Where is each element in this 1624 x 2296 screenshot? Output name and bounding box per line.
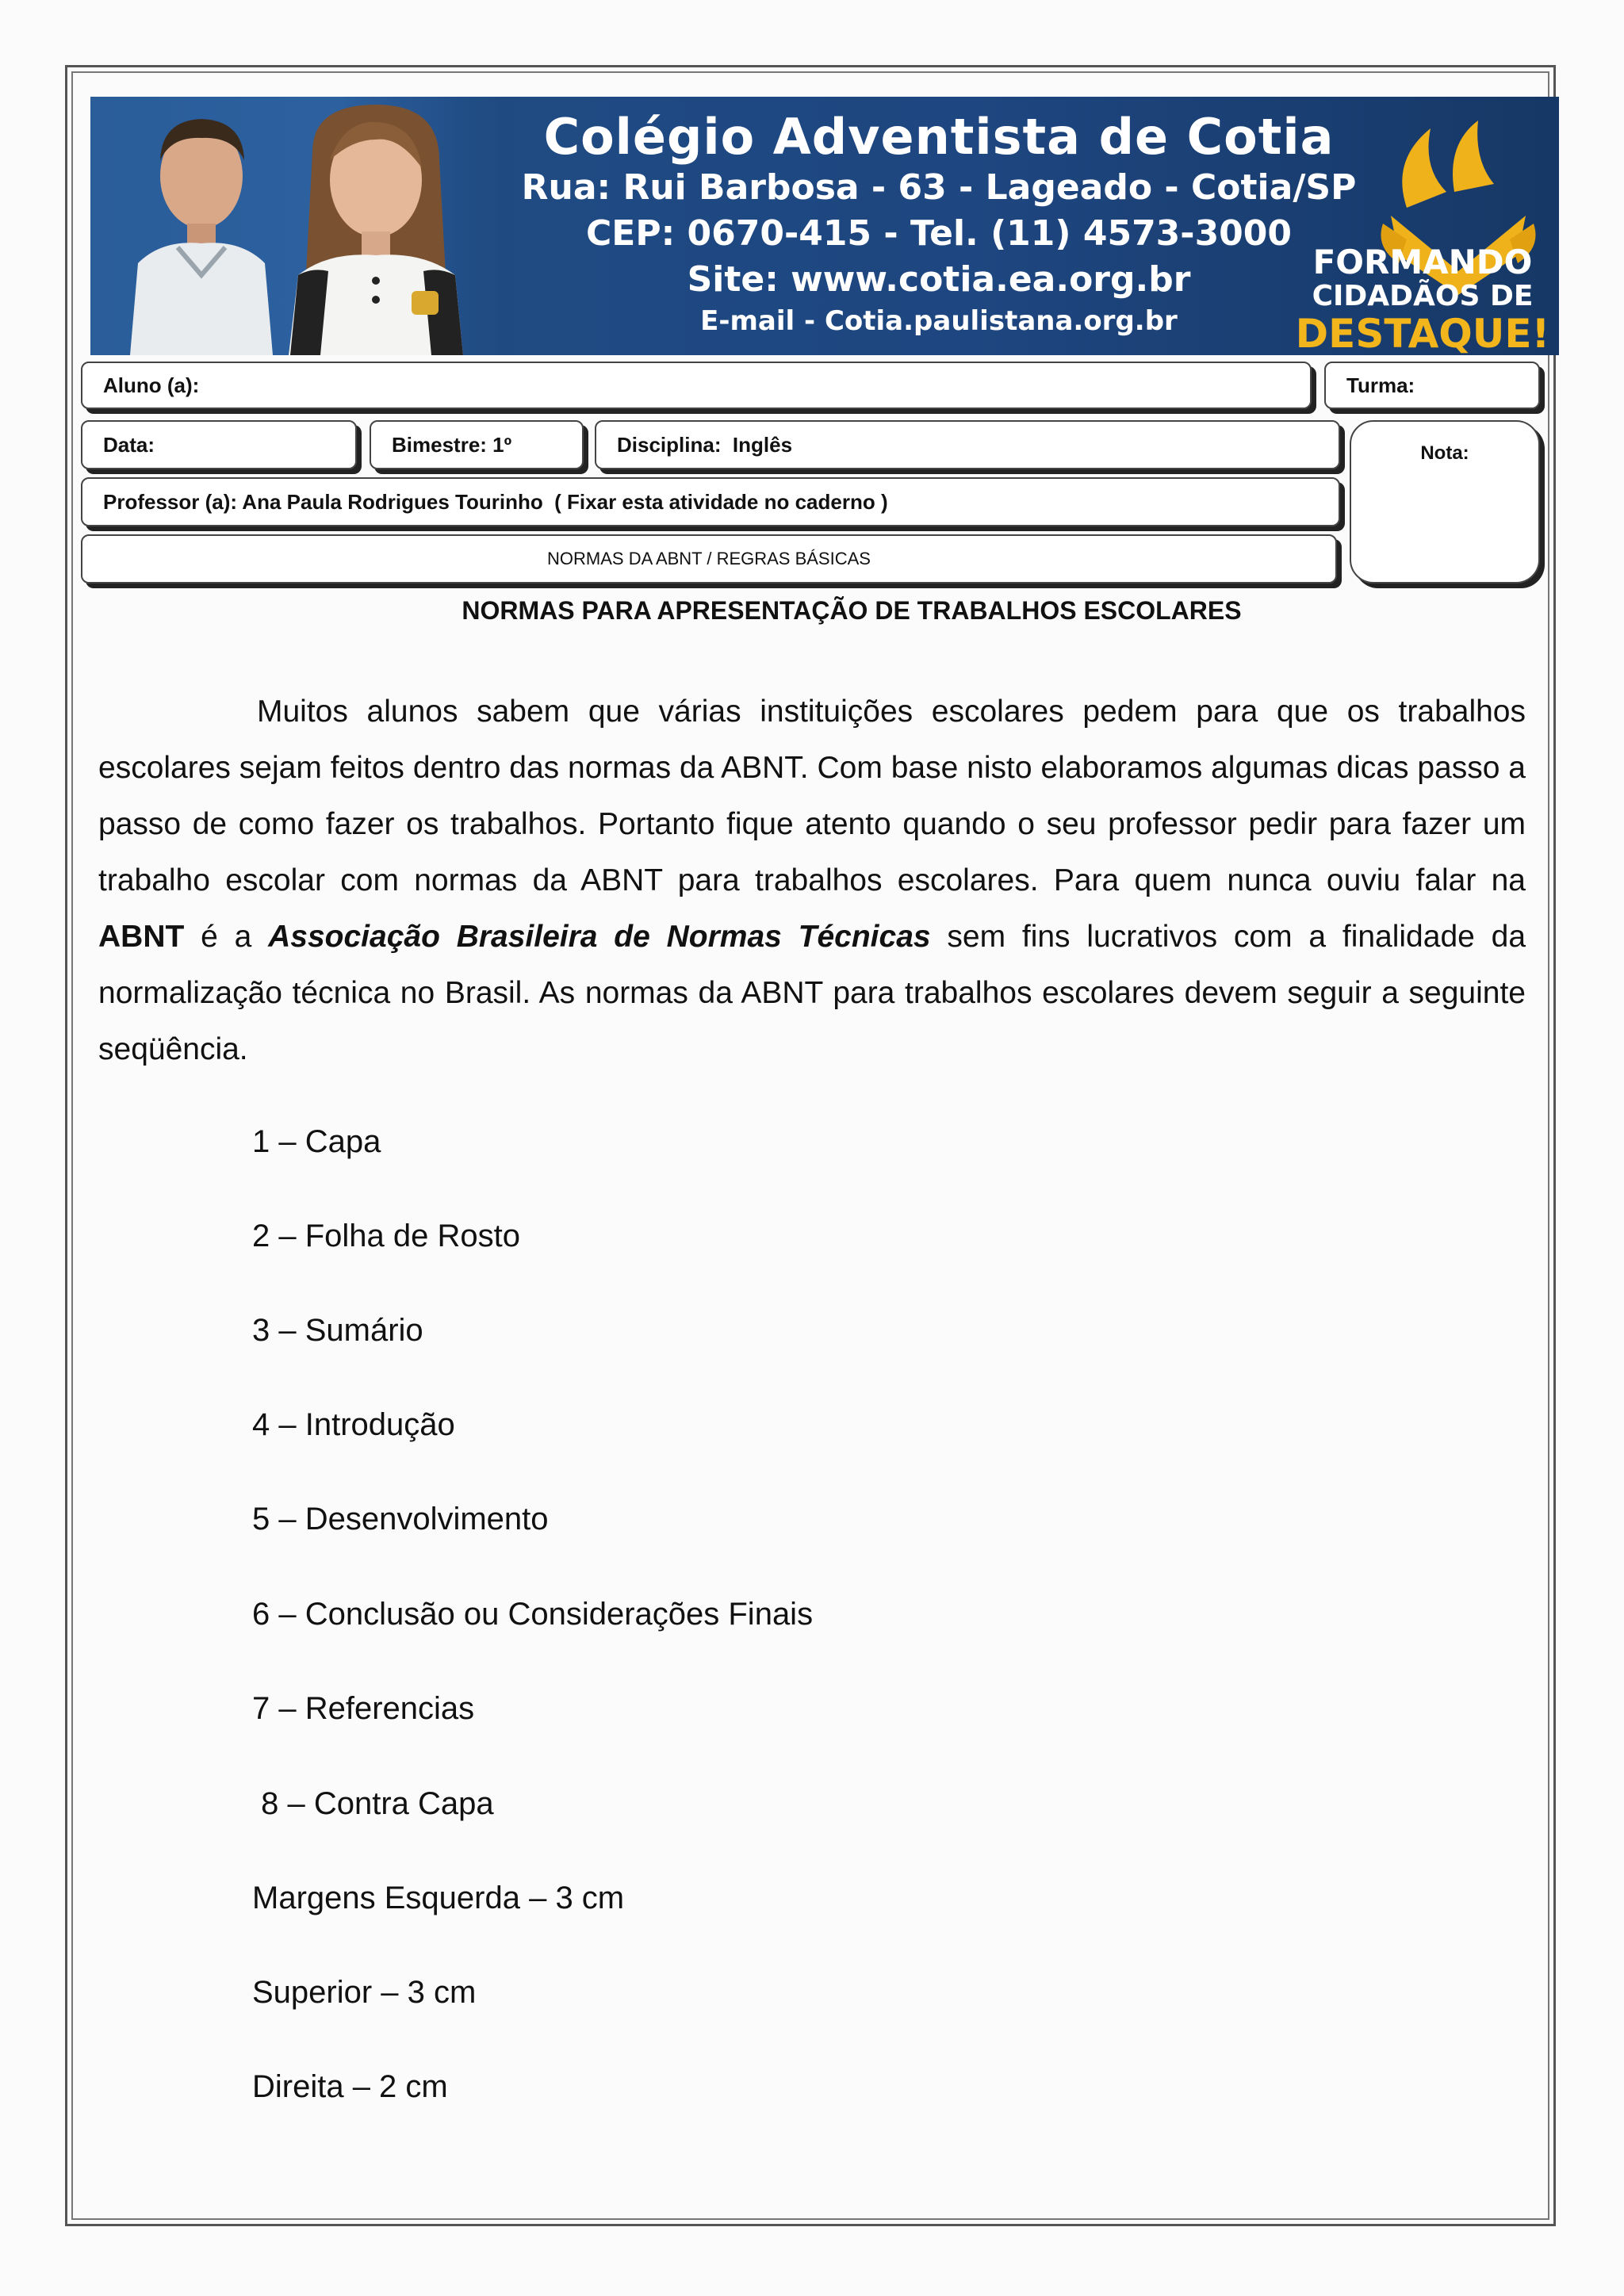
- disciplina-label: Disciplina: Inglês: [617, 433, 793, 457]
- list-item: 5 – Desenvolvimento: [252, 1502, 549, 1536]
- school-address: Rua: Rui Barbosa - 63 - Lageado - Cotia/SP: [521, 167, 1357, 208]
- list-item: 6 – Conclusão ou Considerações Finais: [252, 1597, 814, 1632]
- professor-label: Professor (a): Ana Paula Rodrigues Tourinho ( Fixar esta atividade no caderno ): [103, 489, 888, 514]
- margin-top-item: Superior – 3 cm: [252, 1975, 477, 2010]
- nota-field[interactable]: [1350, 420, 1540, 584]
- slogan-line-1: FORMANDO: [1312, 243, 1533, 281]
- aluno-field[interactable]: [81, 362, 1312, 409]
- school-banner: [90, 97, 1559, 355]
- list-item: 3 – Sumário: [252, 1313, 423, 1348]
- school-site: Site: www.cotia.ea.org.br: [687, 259, 1191, 300]
- intro-paragraph: [98, 683, 1526, 1077]
- para-abnt: ABNT: [98, 920, 185, 954]
- data-label: Data:: [103, 432, 155, 457]
- para-association: Associação Brasileira de Normas Técnicas: [268, 920, 931, 954]
- slogan-line-2: CIDADÃOS DE: [1312, 280, 1534, 312]
- list-item: 4 – Introdução: [252, 1407, 455, 1442]
- bimestre-label: Bimestre: 1º: [392, 432, 512, 457]
- margin-left-item: Margens Esquerda – 3 cm: [252, 1881, 625, 1915]
- school-cep-phone: CEP: 0670-415 - Tel. (11) 4573-3000: [585, 213, 1293, 254]
- data-field[interactable]: [81, 420, 357, 469]
- para-mid: é a: [184, 920, 269, 954]
- slogan-line-3: DESTAQUE!: [1295, 311, 1550, 355]
- disciplina-field[interactable]: [595, 420, 1340, 469]
- list-item: 2 – Folha de Rosto: [252, 1219, 520, 1253]
- turma-field[interactable]: [1324, 362, 1540, 409]
- para-part-2: sem fins lucrativos com a finalidade da normalização técnica no Brasil. As normas da ABNT para trabalhos escolares devem seguir a seguinte seqüência.: [98, 920, 1526, 1066]
- para-part-1: Muitos alunos sabem que várias instituições escolares pedem para que os trabalhos escolares sejam feitos dentro das normas da ABNT. Com base nisto elaboramos algumas dicas passo a passo de como fazer os trabalhos. Portanto fique atento quando o seu professor pedir para fazer um trabalho escolar com normas da ABNT para trabalhos escolares. Para quem nunca ouviu falar na: [98, 695, 1526, 897]
- professor-field: [81, 477, 1340, 526]
- school-email: E-mail - Cotia.paulistana.org.br: [700, 305, 1178, 337]
- list-item: 7 – Referencias: [252, 1691, 475, 1726]
- nota-label: Nota:: [1420, 442, 1469, 464]
- slogan: [1288, 244, 1557, 355]
- banner-text: [503, 109, 1375, 339]
- subject-line: NORMAS DA ABNT / REGRAS BÁSICAS: [547, 549, 871, 568]
- list-item: 8 – Contra Capa: [252, 1786, 494, 1821]
- list-item: 1 – Capa: [252, 1124, 381, 1159]
- bimestre-field[interactable]: [370, 420, 584, 469]
- school-name: Colégio Adventista de Cotia: [543, 108, 1335, 166]
- students-photo: [114, 105, 527, 355]
- turma-label: Turma:: [1346, 373, 1415, 397]
- subject-box: [81, 534, 1337, 584]
- margin-right-item: Direita – 2 cm: [252, 2069, 448, 2104]
- aluno-label: Aluno (a):: [103, 373, 200, 397]
- document-title: NORMAS PARA APRESENTAÇÃO DE TRABALHOS ESCOLARES: [462, 596, 1242, 625]
